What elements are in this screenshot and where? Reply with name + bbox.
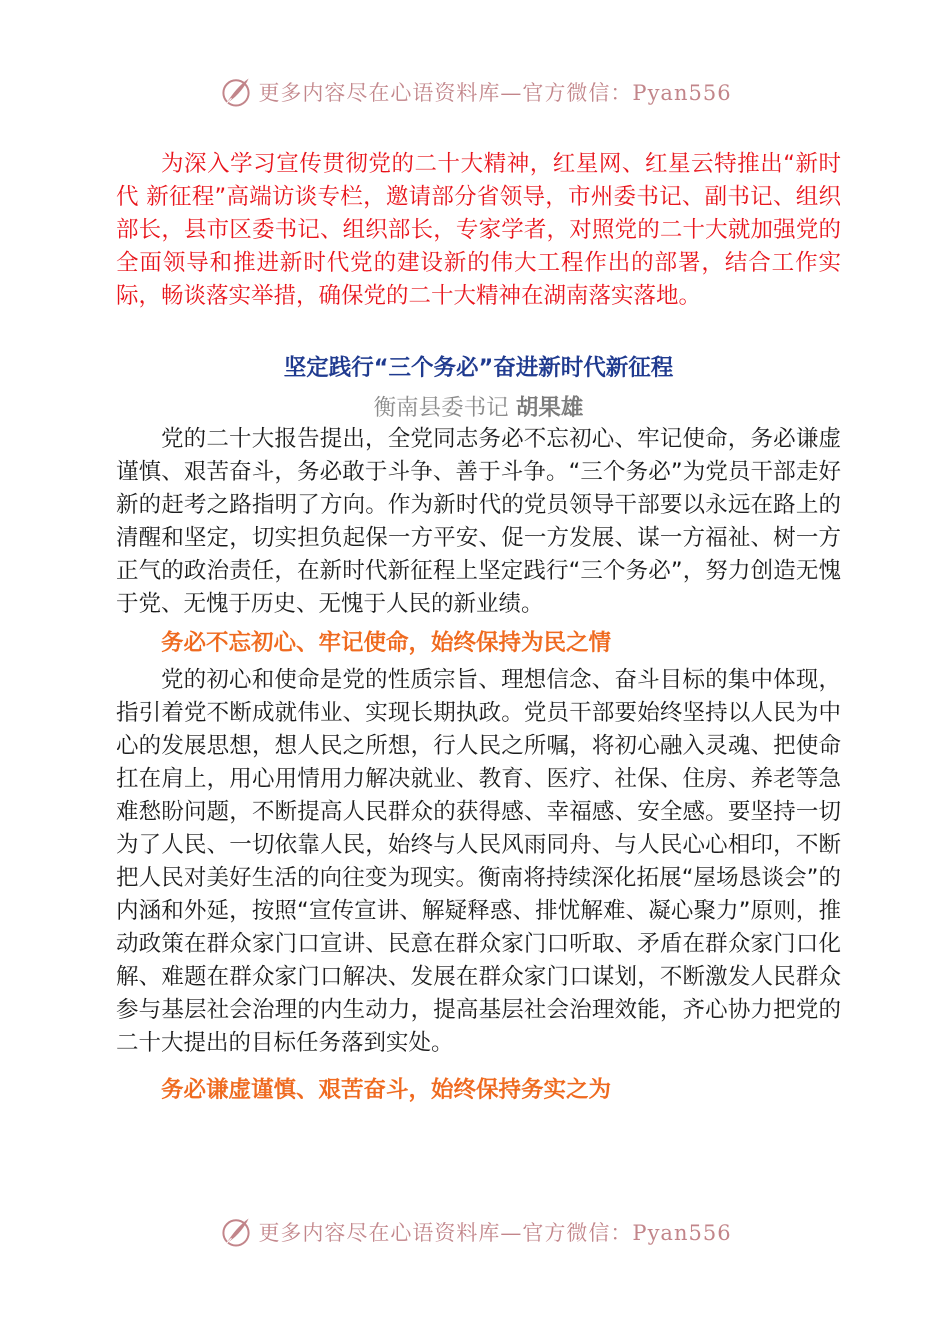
author-byline: [116, 393, 841, 423]
body-paragraph-1: 党的二十大报告提出，全党同志务必不忘初心、牢记使命，务必谦虚谨慎、艰苦奋斗，务必敢于斗争、善于斗争。“三个务必”为党员干部走好新的赶考之路指明了方向。作为新时代的党员领导干部要以永远在路上的清醒和坚定，切实担负起保一方平安、促一方发展、谋一方福祉、树一方正气的政治责任，在新时代新征程上坚定践行“三个务必”，努力创造无愧于党、无愧于历史、无愧于人民的新业绩。: [116, 426, 841, 617]
section-heading-2: 务必谦虚谨慎、艰苦奋斗，始终保持务实之为: [161, 1077, 612, 1103]
author-position: 衡南县委书记: [373, 395, 509, 421]
section-heading-1: 务必不忘初心、牢记使命，始终保持为民之情: [161, 630, 612, 656]
author-name: 胡果雄: [515, 395, 584, 421]
watermark-footer: [0, 1212, 950, 1252]
intro-paragraph: 为深入学习宣传贯彻党的二十大精神，红星网、红星云特推出“新时代 新征程”高端访谈专栏，邀请部分省领导，市州委书记、副书记、组织部长，县市区委书记、组织部长，专家学者，对照党的二十大就加强党的全面领导和推进新时代党的建设新的伟大工程作出的部署，结合工作实际，畅谈落实举措，确保党的二十大精神在湖南落实落地。: [116, 151, 841, 309]
watermark-text: 更多内容尽在心语资料库—官方微信：Pyan556: [258, 81, 732, 105]
body-paragraph-2: 党的初心和使命是党的性质宗旨、理想信念、奋斗目标的集中体现，指引着党不断成就伟业、实现长期执政。党员干部要始终坚持以人民为中心的发展思想，想人民之所想，行人民之所嘱，将初心融入灵魂、把使命扛在肩上，用心用情用力解决就业、教育、医疗、社保、住房、养老等急难愁盼问题，不断提高人民群众的获得感、幸福感、安全感。要坚持一切为了人民、一切依靠人民，始终与人民风雨同舟、与人民心心相印，不断把人民对美好生活的向往变为现实。衡南将持续深化拓展“屋场恳谈会”的内涵和外延，按照“宣传宣讲、解疑释惑、排忧解难、凝心聚力”原则，推动政策在群众家门口宣讲、民意在群众家门口听取、矛盾在群众家门口化解、难题在群众家门口解决、发展在群众家门口谋划，不断激发人民群众参与基层社会治理的内生动力，提高基层社会治理效能，齐心协力把党的二十大提出的目标任务落到实处。: [116, 667, 841, 1056]
quill-pen-logo-icon: [218, 1214, 254, 1250]
article-title: 坚定践行“三个务必”奋进新时代新征程: [283, 355, 674, 381]
quill-pen-logo-icon: [218, 74, 254, 110]
document-body: [116, 148, 841, 1111]
watermark-header: [0, 72, 950, 112]
watermark-text: 更多内容尽在心语资料库—官方微信：Pyan556: [258, 1221, 732, 1245]
